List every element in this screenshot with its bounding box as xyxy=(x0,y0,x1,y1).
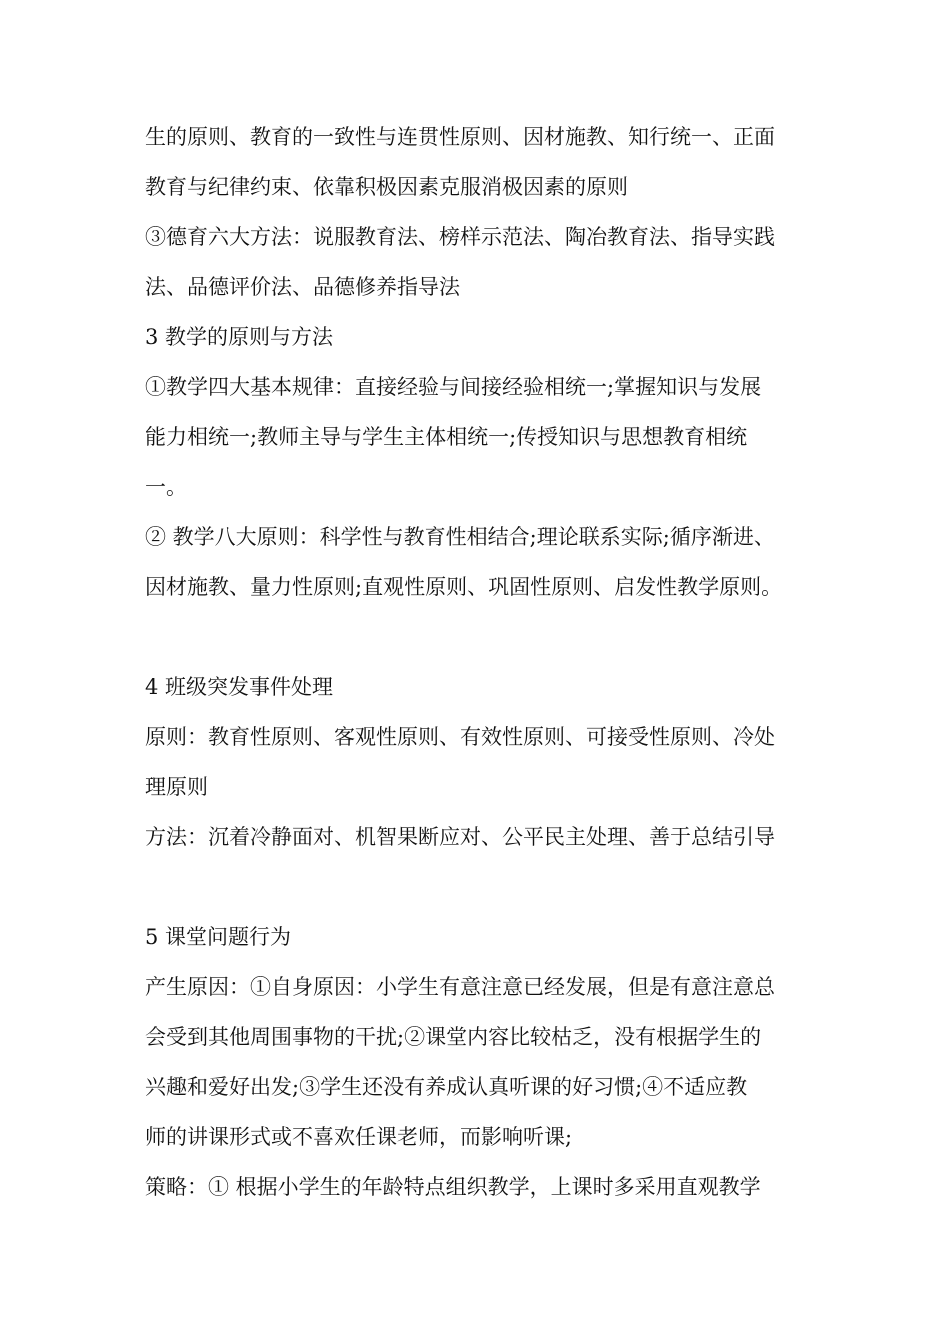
text-line: 师的讲课形式或不喜欢任课老师，而影响听课; xyxy=(145,1125,573,1149)
section-heading-4: 4 班级突发事件处理 xyxy=(145,675,334,699)
text-line: 因材施教、量力性原则;直观性原则、巩固性原则、启发性教学原则。 xyxy=(145,575,783,599)
blank-line xyxy=(145,862,815,912)
text-line: 法、品德评价法、品德修养指导法 xyxy=(145,275,460,299)
text-line: 生的原则、教育的一致性与连贯性原则、因材施教、知行统一、正面 xyxy=(145,125,775,149)
text-line: ③德育六大方法：说服教育法、榜样示范法、陶冶教育法、指导实践 xyxy=(145,225,775,249)
text-line: ①教学四大基本规律：直接经验与间接经验相统一;掌握知识与发展 xyxy=(145,375,762,399)
text-line: 兴趣和爱好出发;③学生还没有养成认真听课的好习惯;④不适应教 xyxy=(145,1075,748,1099)
text-line: ② 教学八大原则：科学性与教育性相结合;理论联系实际;循序渐进、 xyxy=(145,525,775,549)
text-line: 会受到其他周围事物的干扰;②课堂内容比较枯乏，没有根据学生的 xyxy=(145,1025,762,1049)
section-heading-5: 5 课堂问题行为 xyxy=(145,925,292,949)
text-line: 方法：沉着冷静面对、机智果断应对、公平民主处理、善于总结引导 xyxy=(145,825,775,849)
blank-line xyxy=(145,612,815,662)
text-line: 产生原因：①自身原因：小学生有意注意已经发展，但是有意注意总 xyxy=(145,975,775,999)
document-body xyxy=(145,112,815,1212)
text-line: 能力相统一;教师主导与学生主体相统一;传授知识与思想教育相统 xyxy=(145,425,748,449)
section-heading-3: 3 教学的原则与方法 xyxy=(145,325,334,349)
text-line: 教育与纪律约束、依靠积极因素克服消极因素的原则 xyxy=(145,175,628,199)
text-line: 理原则 xyxy=(145,775,208,799)
text-line: 原则：教育性原则、客观性原则、有效性原则、可接受性原则、冷处 xyxy=(145,725,775,749)
text-line: 策略：① 根据小学生的年龄特点组织教学，上课时多采用直观教学 xyxy=(145,1175,761,1199)
text-line: 一。 xyxy=(145,475,187,499)
